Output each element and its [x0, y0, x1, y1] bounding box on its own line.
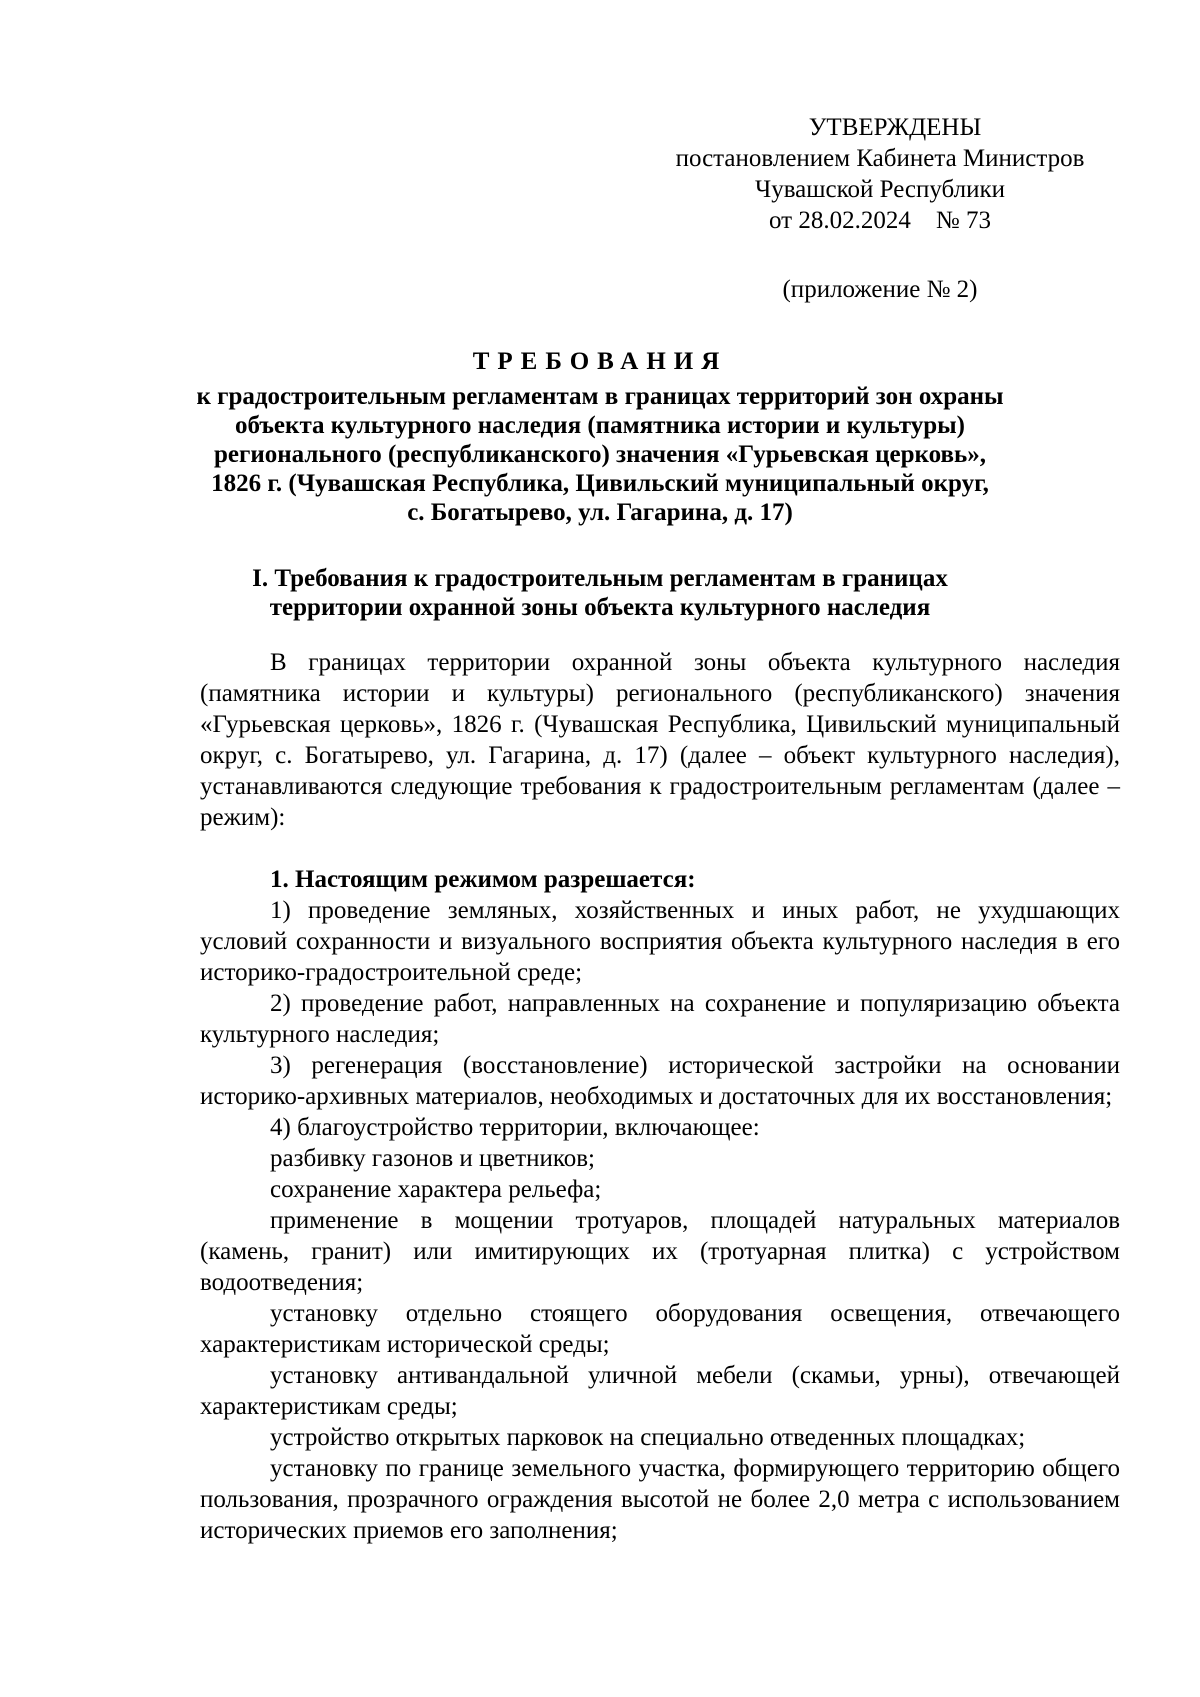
- clause-subitem: установку отдельно стоящего оборудования освещения, отвечающего характеристикам исторической среды;: [200, 1300, 1120, 1358]
- approval-date-number: от 28.02.2024 № 73: [769, 207, 991, 234]
- approval-title: УТВЕРЖДЕНЫ: [808, 114, 982, 141]
- section-1-heading: [130, 564, 1070, 622]
- document-title: ТРЕБОВАНИЯ: [472, 348, 728, 375]
- clause-subitem: применение в мощении тротуаров, площадей натуральных материалов (камень, гранит) или имитирующих их (тротуарная плитка) с устройством водоотведения;: [200, 1207, 1120, 1296]
- document-subtitle-line: 1826 г. (Чувашская Республика, Цивильский муниципальный округ,: [211, 470, 989, 497]
- section-heading-line: I. Требования к градостроительным регламентам в границах: [252, 565, 948, 592]
- clause-subitem: разбивку газонов и цветников;: [270, 1145, 595, 1172]
- document-body: [200, 647, 1120, 1546]
- document-subtitle-line: к градостроительным регламентам в границах территорий зон охраны: [196, 383, 1004, 410]
- approval-line-2: Чувашской Республики: [754, 176, 1006, 203]
- document-subtitle-line: регионального (республиканского) значения «Гурьевская церковь»,: [214, 441, 986, 468]
- approval-line-1: постановлением Кабинета Министров: [675, 145, 1085, 172]
- clause-item: 4) благоустройство территории, включающее:: [270, 1114, 760, 1141]
- document-subtitle-line: с. Богатырево, ул. Гагарина, д. 17): [407, 499, 793, 526]
- appendix-label: (приложение № 2): [782, 276, 978, 303]
- clause-subitem: устройство открытых парковок на специально отведенных площадках;: [270, 1424, 1026, 1451]
- clause-subitem: сохранение характера рельефа;: [270, 1176, 602, 1203]
- clause-item: 2) проведение работ, направленных на сохранение и популяризацию объекта культурного наследия;: [200, 990, 1120, 1048]
- clause-subitem: установку антивандальной уличной мебели (скамьи, урны), отвечающей характеристикам среды;: [200, 1362, 1120, 1420]
- clause-subitem: установку по границе земельного участка, формирующего территорию общего пользования, прозрачного ограждения высотой не более 2,0 метра с использованием исторических приемов его заполнения;: [200, 1455, 1120, 1544]
- section-heading-line: территории охранной зоны объекта культурного наследия: [269, 594, 931, 621]
- document-subtitle-line: объекта культурного наследия (памятника истории и культуры): [234, 412, 965, 439]
- document-title-block: [130, 347, 1070, 527]
- approval-block: [640, 112, 1120, 305]
- approval-gap: [640, 236, 1120, 274]
- clause-1-title: 1. Настоящим режимом разрешается:: [270, 866, 696, 893]
- intro-paragraph: В границах территории охранной зоны объекта культурного наследия (памятника истории и культуры) регионального (республиканского) значения «Гурьевская церковь», 1826 г. (Чувашская Республика, Цивильский муниципальный округ, с. Богатырево, ул. Гагарина, д. 17) (далее – объект культурного наследия), устанавливаются следующие требования к градостроительным регламентам (далее – режим):: [200, 649, 1120, 831]
- clause-item: 3) регенерация (восстановление) исторической застройки на основании историко-архивных материалов, необходимых и достаточных для их восстановления;: [200, 1052, 1120, 1110]
- clause-item: 1) проведение земляных, хозяйственных и иных работ, не ухудшающих условий сохранности и визуального восприятия объекта культурного наследия в его историко-градостроительной среде;: [200, 897, 1120, 986]
